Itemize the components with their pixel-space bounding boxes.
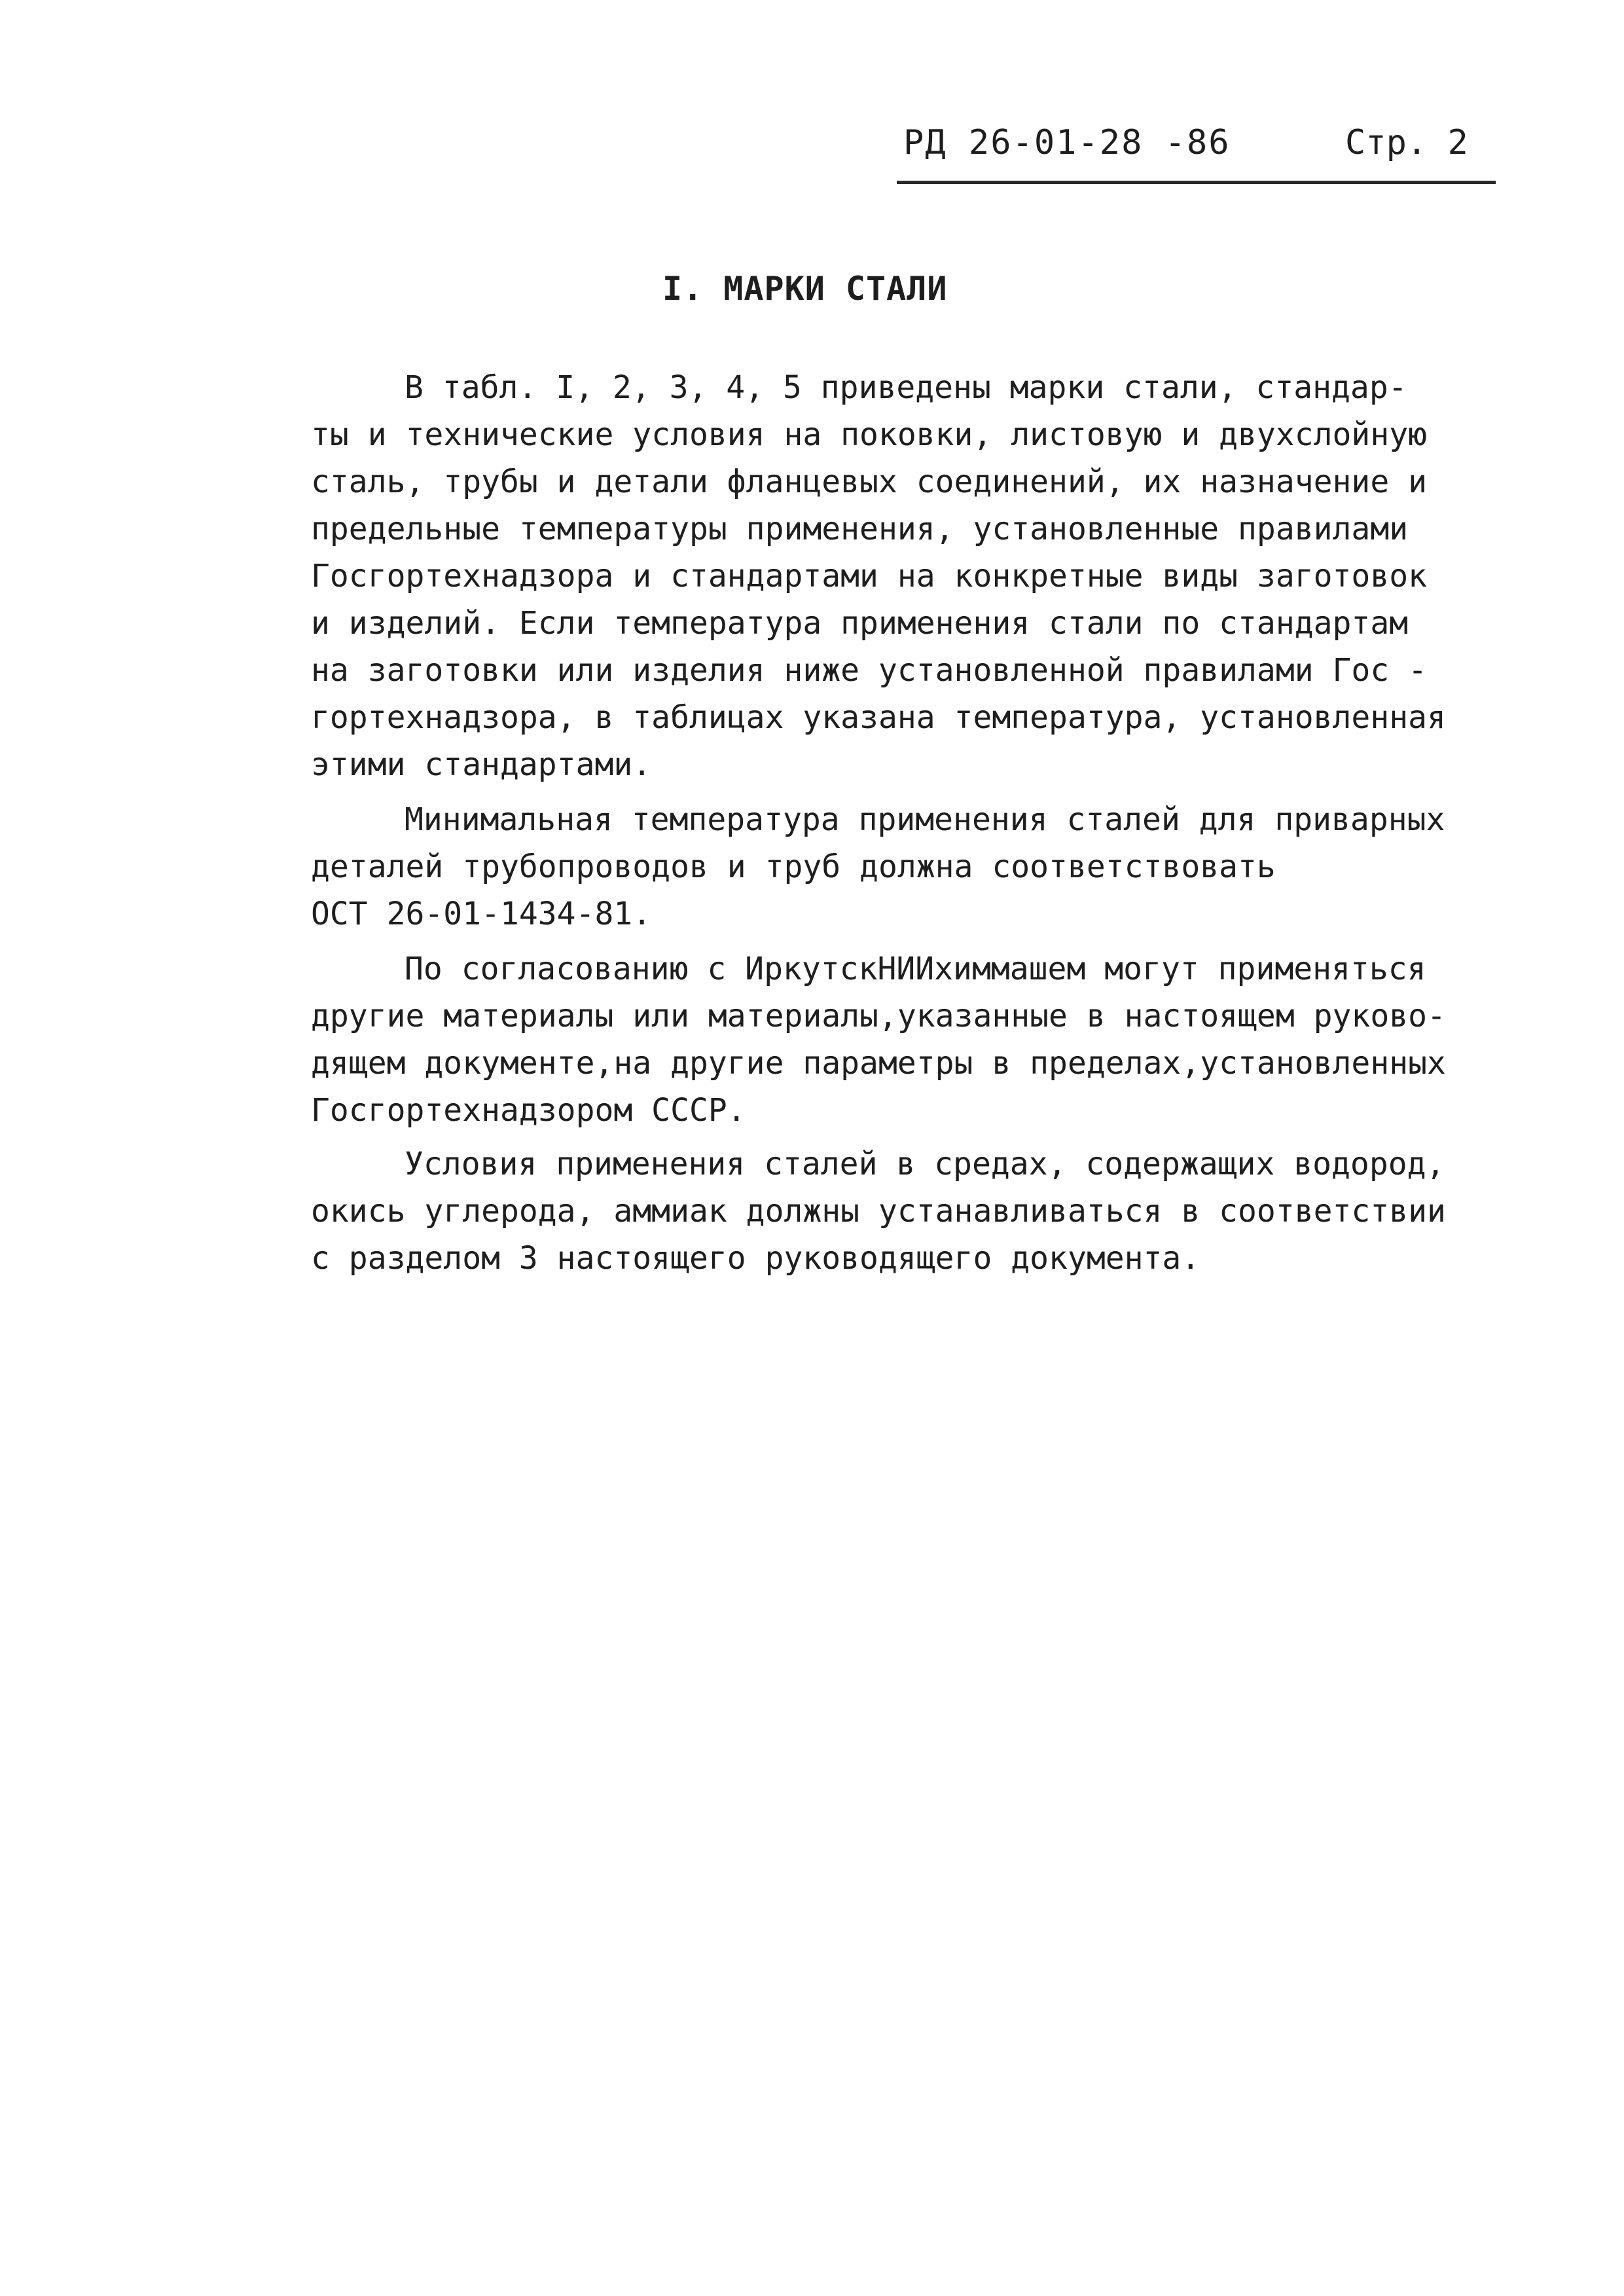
paragraph-1-line-8: гортехнадзора, в таблицах указана температура, установленная	[311, 699, 1446, 736]
header-divider	[897, 181, 1496, 184]
section-title: I. МАРКИ СТАЛИ	[662, 270, 948, 308]
paragraph-3-line-2: другие материалы или материалы,указанные в настоящем руково-	[311, 998, 1446, 1034]
paragraph-1-line-5: Госгортехнадзора и стандартами на конкретные виды заготовок	[311, 558, 1428, 594]
paragraph-1-line-9: этими стандартами.	[311, 746, 652, 783]
document-code: РД 26-01-28 -86	[903, 123, 1231, 162]
paragraph-1-line-1: В табл. I, 2, 3, 4, 5 приведены марки стали, стандар-	[405, 369, 1407, 406]
paragraph-2-line-3: ОСТ 26-01-1434-81.	[311, 896, 652, 932]
paragraph-1-line-2: ты и технические условия на поковки, листовую и двухслойную	[311, 416, 1428, 453]
paragraph-1-line-7: на заготовки или изделия ниже установленной правилами Гос -	[311, 652, 1428, 689]
paragraph-4-line-2: окись углерода, аммиак должны устанавливаться в соответствии	[311, 1193, 1446, 1230]
paragraph-3-line-3: дящем документе,на другие параметры в пределах,установленных	[311, 1045, 1446, 1082]
paragraph-4-line-1: Условия применения сталей в средах, содержащих водород,	[405, 1146, 1445, 1182]
page-number: Стр. 2	[1345, 123, 1468, 162]
paragraph-4-line-3: с разделом 3 настоящего руководящего документа.	[311, 1240, 1200, 1277]
paragraph-1-line-3: сталь, трубы и детали фланцевых соединений, их назначение и	[311, 464, 1428, 500]
paragraph-3-line-4: Госгортехнадзором СССР.	[311, 1092, 746, 1129]
paragraph-2-line-2: деталей трубопроводов и труб должна соответствовать	[311, 848, 1276, 885]
paragraph-1-line-6: и изделий. Если температура применения стали по стандартам	[311, 605, 1409, 642]
paragraph-2-line-1: Минимальная температура применения сталей для приварных	[405, 801, 1445, 838]
paragraph-1-line-4: предельные температуры применения, установленные правилами	[311, 511, 1409, 547]
paragraph-3-line-1: По согласованию с ИркутскНИИхиммашем могут применяться	[405, 951, 1426, 987]
